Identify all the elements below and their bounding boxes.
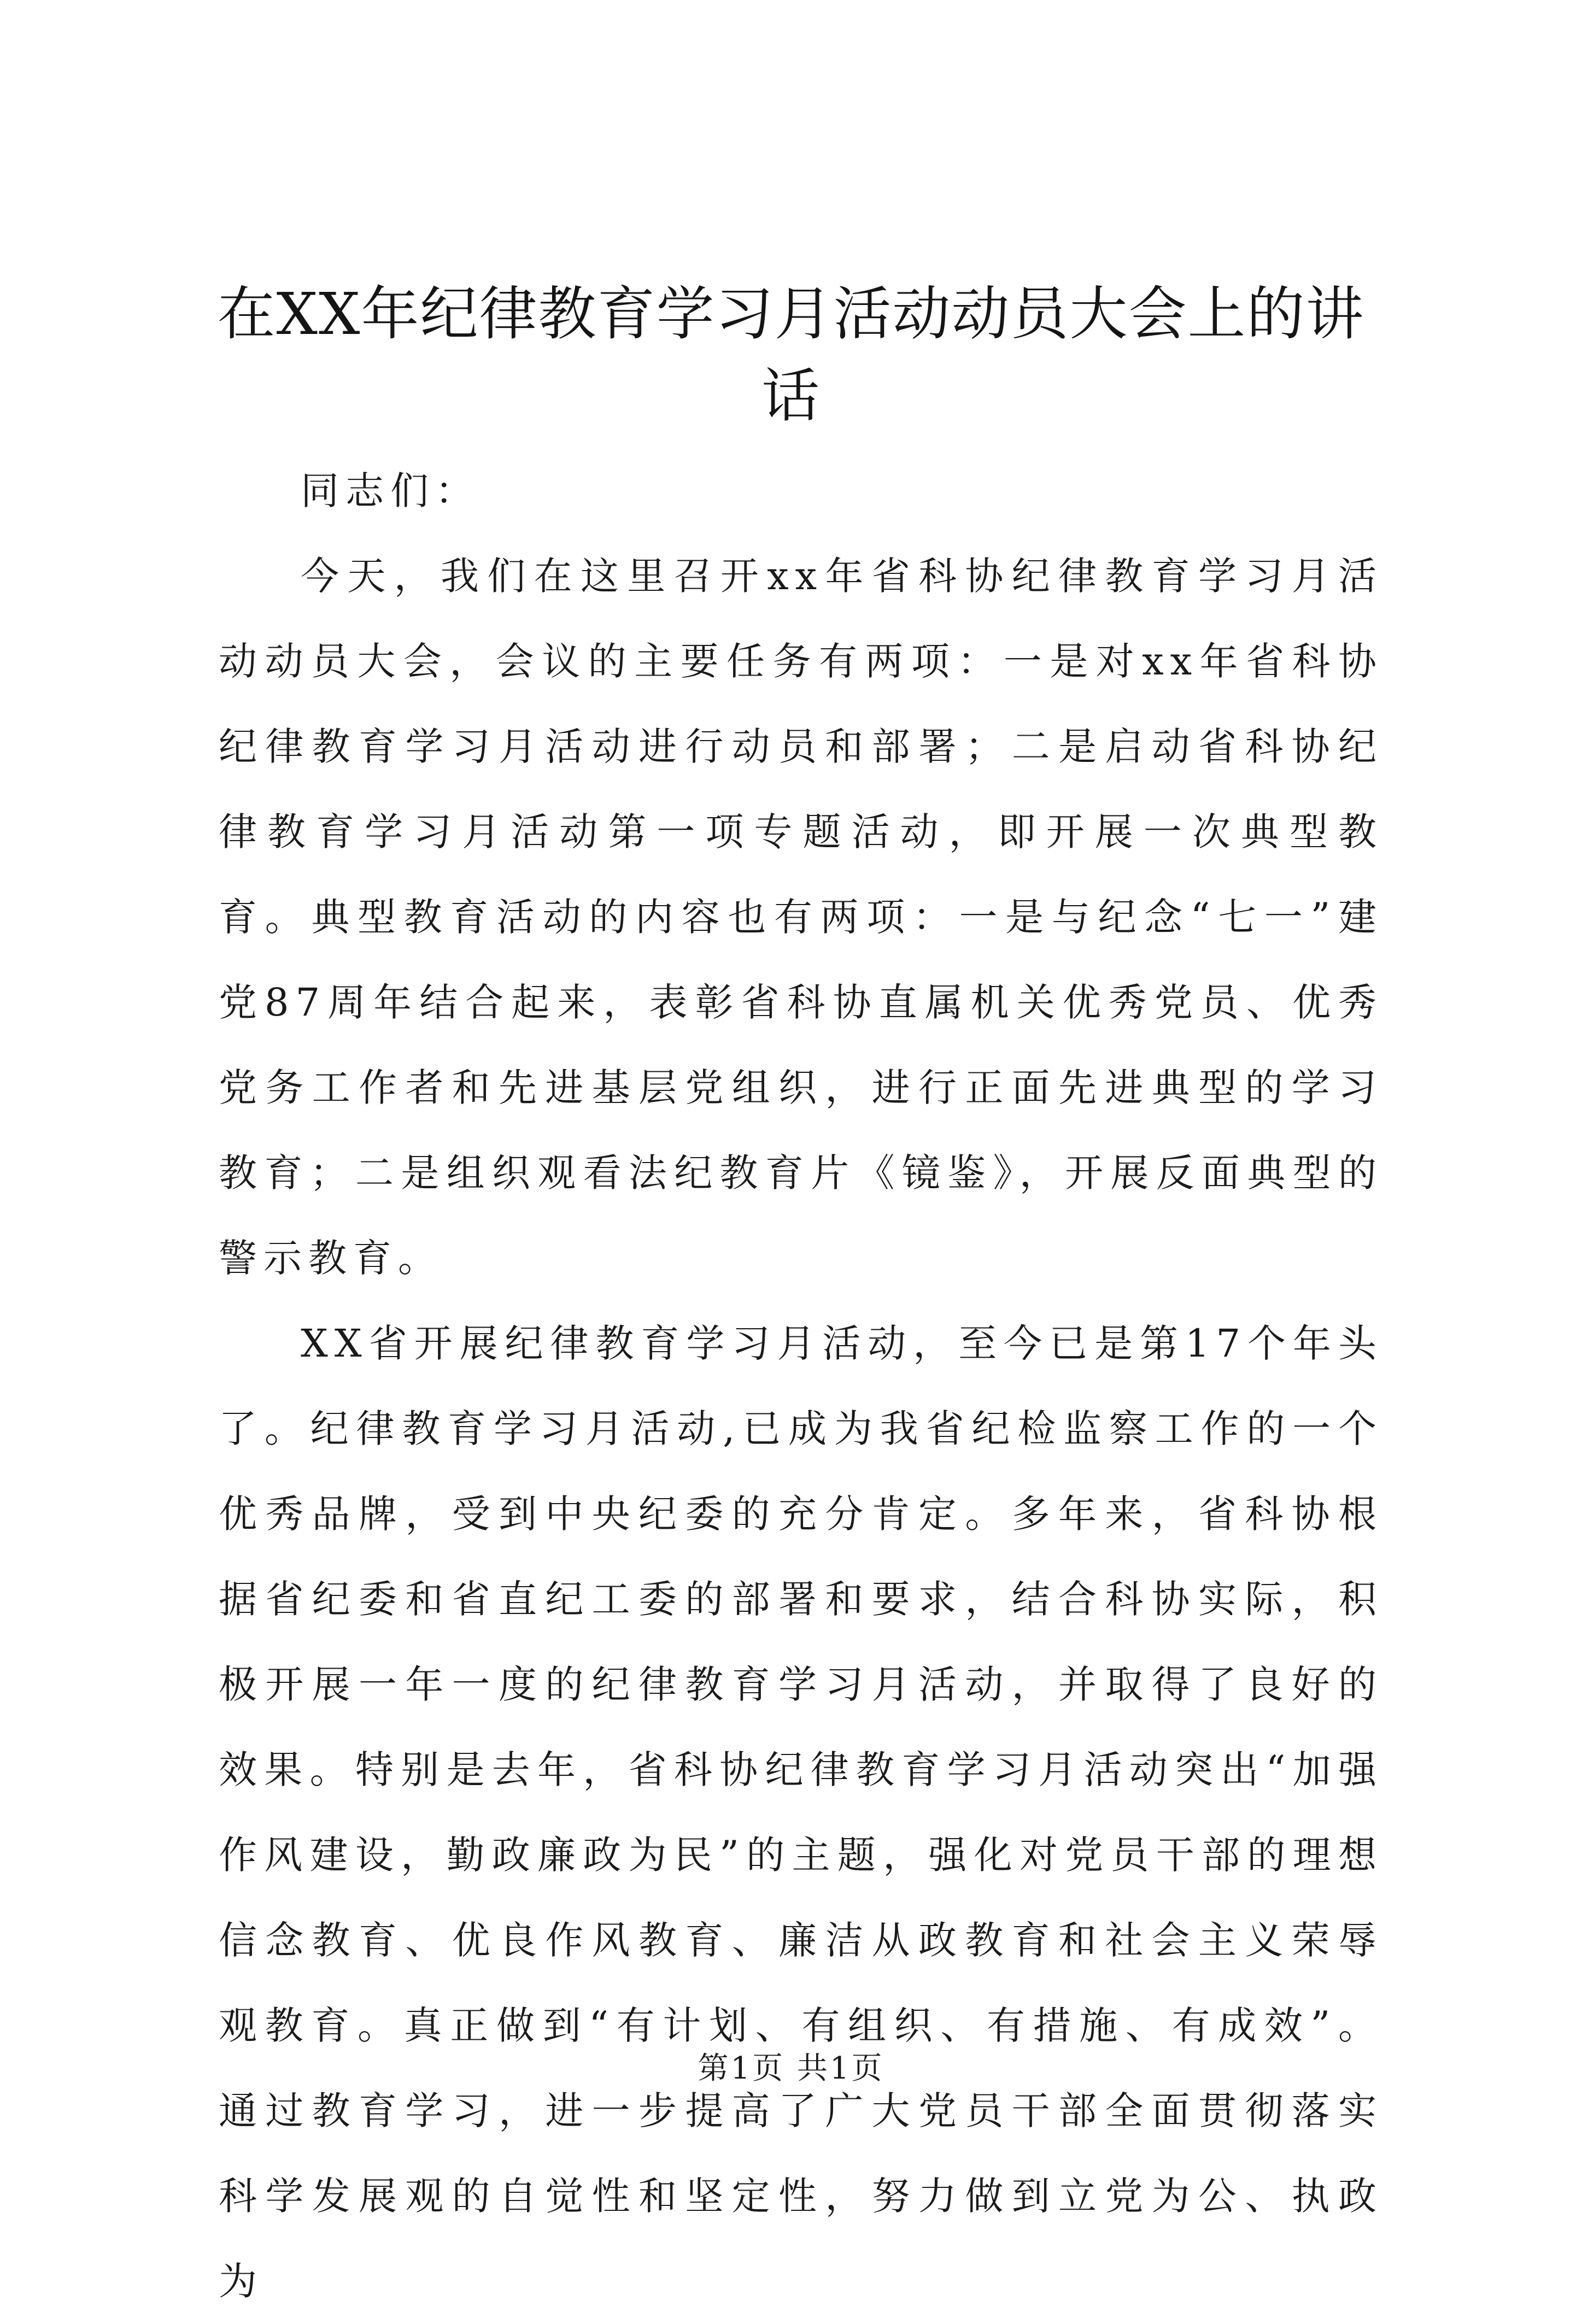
paragraph-2: XX省开展纪律教育学习月活动，至今已是第17个年头了。纪律教育学习月活动,已成为我省纪检监察工作的一个优秀品牌，受到中央纪委的充分肯定。多年来，省科协根据省纪委和省直纪工委的部署和要求，结合科协实际，积极开展一年一度的纪律教育学习月活动，并取得了良好的效果。特别是去年，省科协纪律教育学习月活动突出“加强作风建设，勤政廉政为民”的主题，强化对党员干部的理想信念教育、优良作风教育、廉洁从政教育和社会主义荣辱观教育。真正做到“有计划、有组织、有措施、有成效”。通过教育学习，进一步提高了广大党员干部全面贯彻落实科学发展观的自觉性和坚定性，努力做到立党为公、执政为 (219, 1321, 1383, 2304)
document-title: 在XX年纪律教育学习月活动动员大会上的讲话 (217, 280, 1365, 430)
salutation: 同志们： (301, 468, 480, 513)
paragraph-1: 今天，我们在这里召开xx年省科协纪律教育学习月活动动员大会，会议的主要任务有两项：一是对xx年省科协纪律教育学习月活动进行动员和部署；二是启动省科协纪律教育学习月活动第一项专题活动，即开展一次典型教育。典型教育活动的内容也有两项：一是与纪念“七一”建党87周年结合起来，表彰省科协直属机关优秀党员、优秀党务工作者和先进基层党组织，进行正面先进典型的学习教育；二是组织观看法纪教育片《镜鉴》，开展反面典型的警示教育。 (219, 554, 1383, 1281)
document-body (219, 448, 1383, 2324)
page-footer: 第1页 共1页 (698, 2051, 884, 2086)
